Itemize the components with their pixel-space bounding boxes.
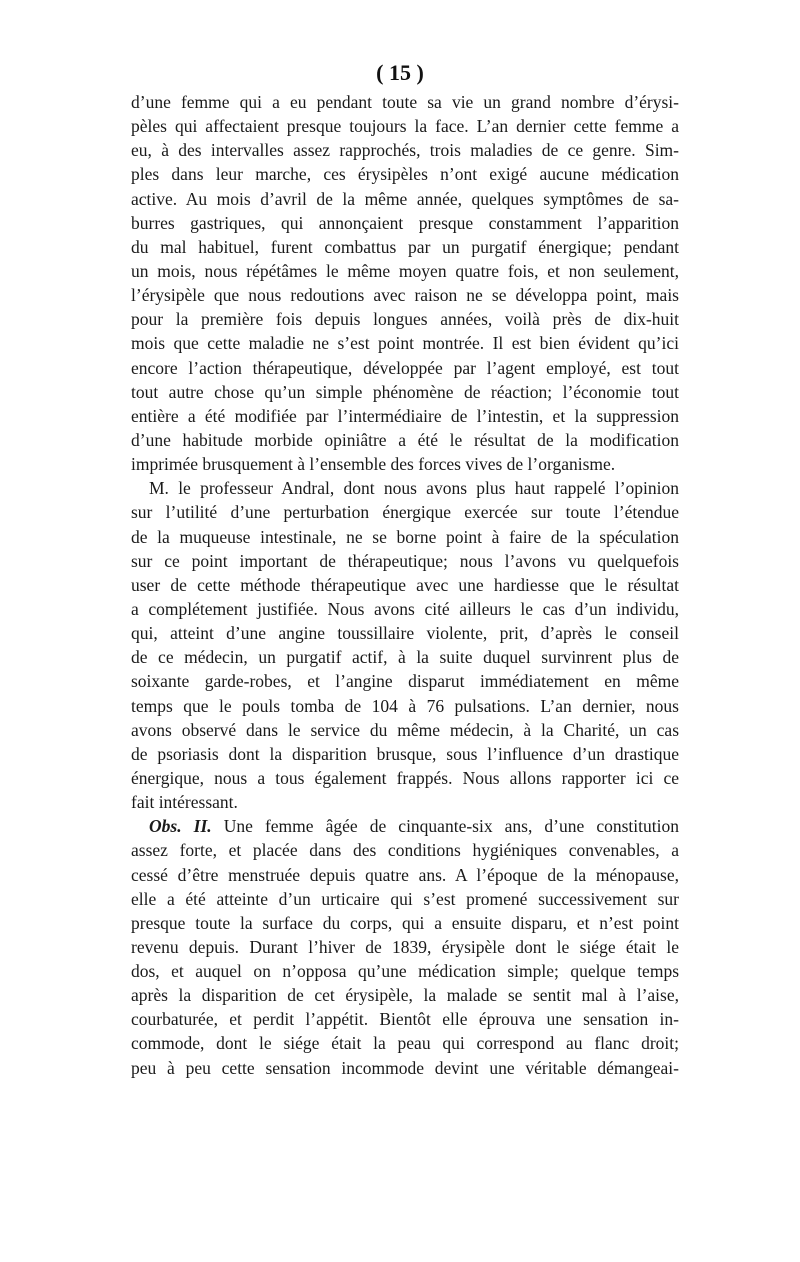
observation-line: elle a été atteinte d’un urticaire qui s’est promené successivement sur	[131, 888, 679, 909]
observation-line: commode, dont le siége était la peau qui correspond au flanc droit;	[131, 1033, 679, 1054]
observation-line: après la disparition de cet érysipèle, la malade se sentit mal à l’aise,	[131, 985, 679, 1006]
observation-line: courbaturée, et perdit l’appétit. Bientôt elle éprouva une sensation in-	[131, 1009, 679, 1030]
text-line: sur ce point important de thérapeutique; nous l’avons vu quelquefois	[131, 550, 679, 571]
observation-line: revenu depuis. Durant l’hiver de 1839, érysipèle dont le siége était le	[131, 936, 679, 957]
body-text	[131, 90, 679, 1080]
observation-line: cessé d’être menstruée depuis quatre ans. A l’époque de la ménopause,	[131, 864, 679, 885]
text-line: a complétement justifiée. Nous avons cité ailleurs le cas d’un individu,	[131, 598, 679, 619]
text-line: eu, à des intervalles assez rapprochés, trois maladies de ce genre. Sim-	[131, 140, 679, 161]
text-line: M. le professeur Andral, dont nous avons plus haut rappelé l’opinion	[149, 478, 679, 499]
observation-line: dos, et auquel on n’opposa qu’une médication simple; quelque temps	[131, 961, 679, 982]
text-line: avons observé dans le service du même médecin, à la Charité, un cas	[131, 719, 679, 740]
text-line: active. Au mois d’avril de la même année, quelques symptômes de sa-	[131, 188, 679, 209]
observation-line: presque toute la surface du corps, qui a ensuite disparu, et n’est point	[131, 912, 679, 933]
observation-line: assez forte, et placée dans des conditions hygiéniques convenables, a	[131, 840, 679, 861]
text-line: du mal habituel, furent combattus par un purgatif énergique; pendant	[131, 236, 679, 257]
text-line: de psoriasis dont la disparition brusque, sous l’influence d’un drastique	[131, 743, 679, 764]
text-line: encore l’action thérapeutique, développée par l’agent employé, est tout	[131, 357, 679, 378]
text-line: fait intéressant.	[131, 792, 238, 813]
text-line: de ce médecin, un purgatif actif, à la suite duquel survinrent plus de	[131, 647, 679, 668]
observation-label: Obs. II.	[149, 816, 212, 837]
observation-heading-line	[131, 814, 679, 838]
text-line: d’une habitude morbide opiniâtre a été le résultat de la modification	[131, 429, 679, 450]
text-line: ples dans leur marche, ces érysipèles n’ont exigé aucune médication	[131, 164, 679, 185]
text-line: user de cette méthode thérapeutique avec une hardiesse que le résultat	[131, 574, 679, 595]
observation-line: peu à peu cette sensation incommode devint une véritable démangeai-	[131, 1057, 679, 1078]
page-number: ( 15 )	[376, 60, 424, 85]
text-line: sur l’utilité d’une perturbation énergique exercée sur toute l’étendue	[131, 502, 679, 523]
text-line: soixante garde-robes, et l’angine disparut immédiatement en même	[131, 671, 679, 692]
text-line: pèles qui affectaient presque toujours la face. L’an dernier cette femme a	[131, 116, 679, 137]
text-line: qui, atteint d’une angine toussillaire violente, prit, d’après le conseil	[131, 623, 679, 644]
text-line: pour la première fois depuis longues années, voilà près de dix-huit	[131, 309, 679, 330]
text-line: burres gastriques, qui annonçaient presque constamment l’apparition	[131, 212, 679, 233]
text-line: de la muqueuse intestinale, ne se borne point à faire de la spéculation	[131, 526, 679, 547]
text-line: entière a été modifiée par l’intermédiaire de l’intestin, et la suppression	[131, 405, 679, 426]
text-line: l’érysipèle que nous redoutions avec raison ne se développa point, mais	[131, 285, 679, 306]
observation-first-line-text: Une femme âgée de cinquante-six ans, d’une constitution	[211, 816, 679, 837]
text-line: un mois, nous répétâmes le même moyen quatre fois, et non seulement,	[131, 260, 679, 281]
text-line: mois que cette maladie ne s’est point montrée. Il est bien évident qu’ici	[131, 333, 679, 354]
text-line: temps que le pouls tomba de 104 à 76 pulsations. L’an dernier, nous	[131, 695, 679, 716]
text-line: tout autre chose qu’un simple phénomène de réaction; l’économie tout	[131, 381, 679, 402]
text-line: imprimée brusquement à l’ensemble des forces vives de l’organisme.	[131, 454, 616, 475]
text-line: d’une femme qui a eu pendant toute sa vie un grand nombre d’érysi-	[131, 92, 679, 112]
text-line: énergique, nous a tous également frappés. Nous allons rapporter ici ce	[131, 767, 679, 788]
